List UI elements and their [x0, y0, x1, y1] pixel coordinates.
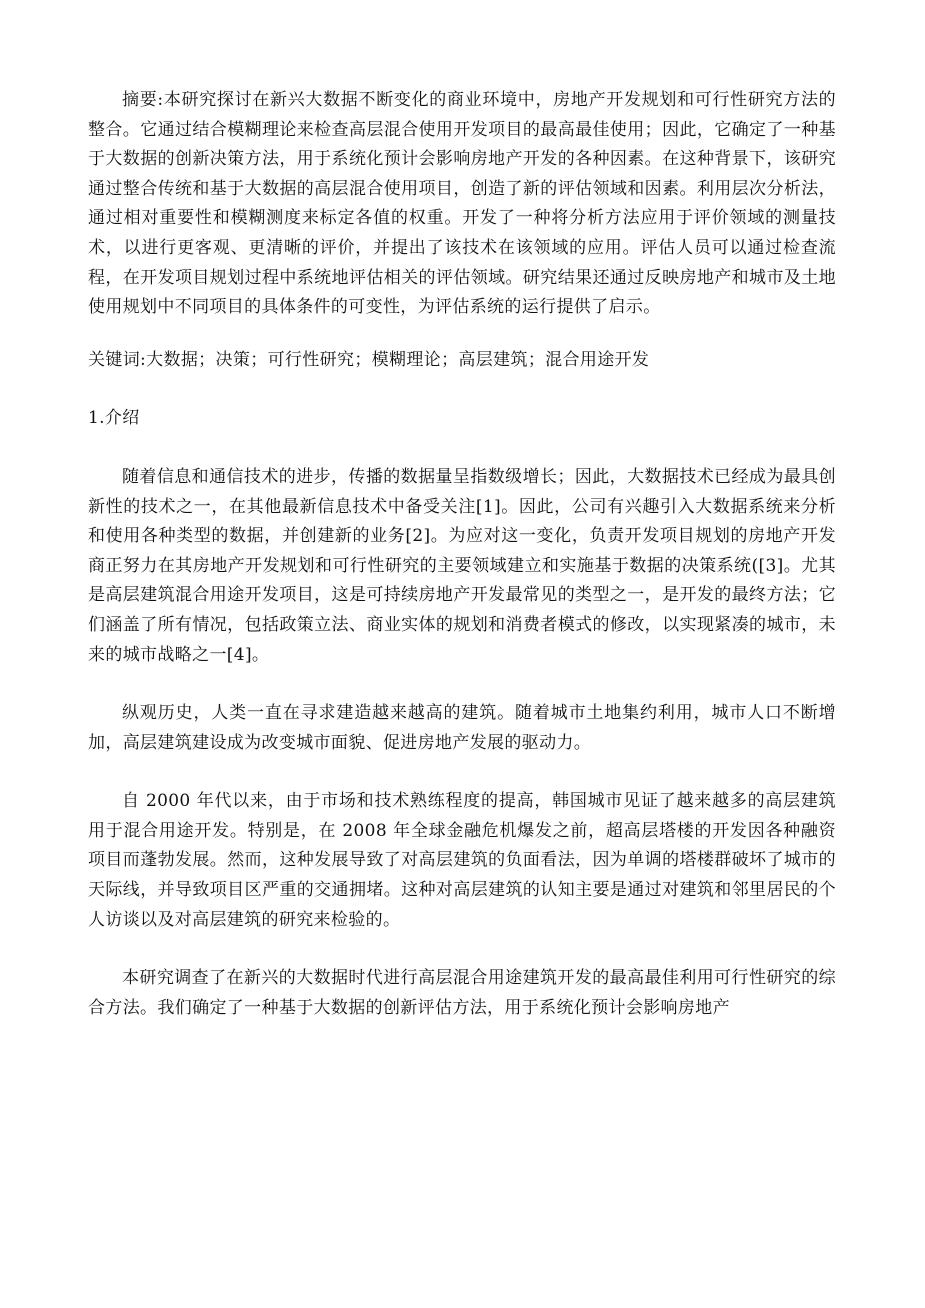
- body-paragraph-1: 随着信息和通信技术的进步，传播的数据量呈指数级增长；因此，大数据技术已经成为最具创新性的技术之一，在其他最新信息技术中备受关注[1]。因此，公司有兴趣引入大数据系统来分析和使用各种类型的数据，并创建新的业务[2]。为应对这一变化，负责开发项目规划的房地产开发商正努力在其房地产开发规划和可行性研究的主要领域建立和实施基于数据的决策系统([3]。尤其是高层建筑混合用途开发项目，这是可持续房地产开发最常见的类型之一，是开发的最终方法；它们涵盖了所有情况，包括政策立法、商业实体的规划和消费者模式的修改，以实现紧凑的城市，未来的城市战略之一[4]。: [88, 466, 836, 665]
- keywords-line: 关键词:大数据；决策；可行性研究；模糊理论；高层建筑；混合用途开发: [88, 349, 650, 370]
- section-heading-introduction: 1.介绍: [88, 408, 140, 429]
- body-paragraph-4: 本研究调查了在新兴的大数据时代进行高层混合用途建筑开发的最高最佳利用可行性研究的综合方法。我们确定了一种基于大数据的创新评估方法，用于系统化预计会影响房地产: [88, 968, 836, 1018]
- body-paragraph-3: 自 2000 年代以来，由于市场和技术熟练程度的提高，韩国城市见证了越来越多的高层建筑用于混合用途开发。特别是，在 2008 年全球金融危机爆发之前，超高层塔楼的开发因各种融资项目而蓬勃发展。然而，这种发展导致了对高层建筑的负面看法，因为单调的塔楼群破坏了城市的天际线，并导致项目区严重的交通拥堵。这种对高层建筑的认知主要是通过对建筑和邻里居民的个人访谈以及对高层建筑的研究来检验的。: [88, 791, 836, 930]
- body-paragraph-2: 纵观历史，人类一直在寻求建造越来越高的建筑。随着城市土地集约利用，城市人口不断增加，高层建筑建设成为改变城市面貌、促进房地产发展的驱动力。: [88, 703, 836, 753]
- abstract-paragraph: 摘要:本研究探讨在新兴大数据不断变化的商业环境中，房地产开发规划和可行性研究方法的整合。它通过结合模糊理论来检查高层混合使用开发项目的最高最佳使用；因此，它确定了一种基于大数据的创新决策方法，用于系统化预计会影响房地产开发的各种因素。在这种背景下，该研究通过整合传统和基于大数据的高层混合使用项目，创造了新的评估领域和因素。利用层次分析法，通过相对重要性和模糊测度来标定各值的权重。开发了一种将分析方法应用于评价领域的测量技术，以进行更客观、更清晰的评价，并提出了该技术在该领域的应用。评估人员可以通过检查流程，在开发项目规划过程中系统地评估相关的评估领域。研究结果还通过反映房地产和城市及土地使用规划中不同项目的具体条件的可变性，为评估系统的运行提供了启示。: [88, 90, 836, 318]
- document-page: [88, 86, 836, 1023]
